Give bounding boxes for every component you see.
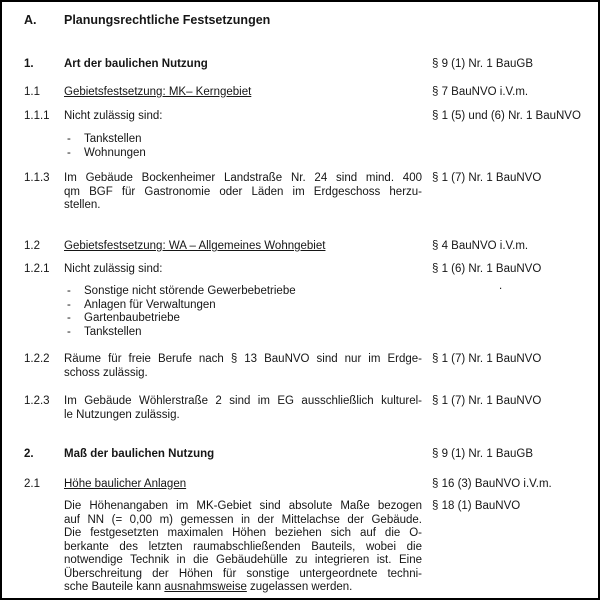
legal-reference: § 1 (6) Nr. 1 BauNVO bbox=[432, 263, 542, 275]
list-item bbox=[64, 299, 422, 313]
list-item-label: Tankstellen bbox=[84, 133, 142, 145]
section-title: Gebietsfestsetzung: WA – Allgemeines Wohngebiet bbox=[64, 240, 326, 252]
section-title: Art der baulichen Nutzung bbox=[64, 58, 208, 70]
section-number: 1.2.3 bbox=[24, 395, 50, 407]
section-title: Höhe baulicher Anlagen bbox=[64, 478, 187, 490]
legal-reference: § 9 (1) Nr. 1 BauGB bbox=[432, 58, 533, 70]
paragraph bbox=[64, 353, 422, 380]
paragraph-line: notwendige Technik in die Gebäudehülle zu integrieren ist. Eine bbox=[64, 554, 422, 566]
legal-reference: § 7 BauNVO i.V.m. bbox=[432, 86, 529, 98]
section-number: 1.2.1 bbox=[24, 263, 50, 275]
list-item-label: Sonstige nicht störende Gewerbebetriebe bbox=[84, 285, 296, 297]
legal-reference: § 4 BauNVO i.V.m. bbox=[432, 240, 529, 252]
list-item-label: Anlagen für Verwaltungen bbox=[84, 298, 216, 311]
paragraph bbox=[64, 395, 422, 422]
legal-reference: § 1 (7) Nr. 1 BauNVO bbox=[432, 353, 542, 365]
line-text-post: zugelassen werden. bbox=[246, 581, 353, 593]
paragraph-line: auf NN (= 0,00 m) gemessen in der Mittelachse der Gebäude. bbox=[64, 513, 422, 526]
legal-reference: § 1 (7) Nr. 1 BauNVO bbox=[432, 172, 542, 184]
section-number: 2. bbox=[24, 448, 34, 460]
section-number: 1.2 bbox=[24, 240, 40, 252]
dash-marker: - bbox=[67, 325, 71, 338]
paragraph-line: Räume für freie Berufe nach § 13 BauNVO sind nur im Erdge- bbox=[64, 353, 422, 365]
section-title: Maß der baulichen Nutzung bbox=[64, 448, 215, 460]
list-item bbox=[64, 285, 422, 299]
section-number: 1.2.2 bbox=[24, 353, 50, 365]
dash-marker: - bbox=[67, 312, 71, 324]
paragraph-line: Im Gebäude Wöhlerstraße 2 sind im EG ausschließlich kulturel- bbox=[64, 395, 422, 407]
section-number: 1.1 bbox=[24, 86, 40, 98]
legal-reference: § 9 (1) Nr. 1 BauGB bbox=[432, 448, 533, 460]
scan-dot-artifact: . bbox=[499, 280, 503, 292]
page-title: Planungsrechtliche Festsetzungen bbox=[64, 13, 271, 27]
section-number: 1.1.1 bbox=[24, 110, 50, 122]
paragraph-line: qm BGF für Gastronomie oder Läden im Erdgeschoss herzu- bbox=[64, 185, 422, 198]
list-item-label: Gartenbaubetriebe bbox=[84, 312, 180, 324]
list-item bbox=[64, 146, 422, 160]
section-title: Gebietsfestsetzung: MK– Kerngebiet bbox=[64, 86, 252, 98]
legal-reference: § 1 (5) und (6) Nr. 1 BauNVO bbox=[432, 110, 581, 122]
section-letter: A. bbox=[24, 13, 37, 27]
legal-reference: § 16 (3) BauNVO i.V.m. bbox=[432, 478, 552, 490]
paragraph bbox=[64, 172, 422, 213]
paragraph-line: schoss zulässig. bbox=[64, 366, 148, 379]
dash-marker: - bbox=[67, 133, 71, 145]
list-item bbox=[64, 312, 422, 326]
list-item bbox=[64, 326, 422, 340]
dash-marker: - bbox=[67, 147, 71, 159]
paragraph-line: Die festgesetzten maximalen Höhen beziehen sich auf die O- bbox=[64, 527, 422, 539]
list-item bbox=[64, 132, 422, 146]
legal-reference: § 1 (7) Nr. 1 BauNVO bbox=[432, 395, 542, 407]
section-title: Nicht zulässig sind: bbox=[64, 110, 163, 122]
list-item-label: Tankstellen bbox=[84, 325, 142, 338]
section-title: Nicht zulässig sind: bbox=[64, 263, 163, 275]
exclusion-list-wa bbox=[64, 285, 422, 339]
paragraph-line: berkante des letzten raumabschließenden Bauteils, wobei die bbox=[64, 540, 422, 553]
section-number: 1.1.3 bbox=[24, 172, 50, 184]
exclusion-list-mk bbox=[64, 132, 422, 160]
legal-reference: § 18 (1) BauNVO bbox=[432, 500, 521, 512]
dash-marker: - bbox=[67, 298, 71, 311]
line-text-pre: sche Bauteile kann bbox=[64, 581, 165, 593]
section-number: 2.1 bbox=[24, 478, 40, 490]
paragraph-line bbox=[64, 581, 422, 595]
paragraph-line: Die Höhenangaben im MK-Gebiet sind absolute Maße bezogen bbox=[64, 500, 422, 512]
paragraph-line: stellen. bbox=[64, 199, 101, 211]
list-item-label: Wohnungen bbox=[84, 147, 146, 159]
underlined-word: ausnahmsweise bbox=[164, 581, 247, 593]
paragraph-line: le Nutzungen zulässig. bbox=[64, 408, 180, 421]
dash-marker: - bbox=[67, 285, 71, 297]
paragraph-line: Im Gebäude Bockenheimer Landstraße Nr. 24 sind mind. 400 bbox=[64, 172, 422, 184]
paragraph-line: Überschreitung der Höhen für sonstige untergeordnete techni- bbox=[64, 567, 422, 580]
paragraph bbox=[64, 500, 422, 595]
section-number: 1. bbox=[24, 58, 34, 70]
